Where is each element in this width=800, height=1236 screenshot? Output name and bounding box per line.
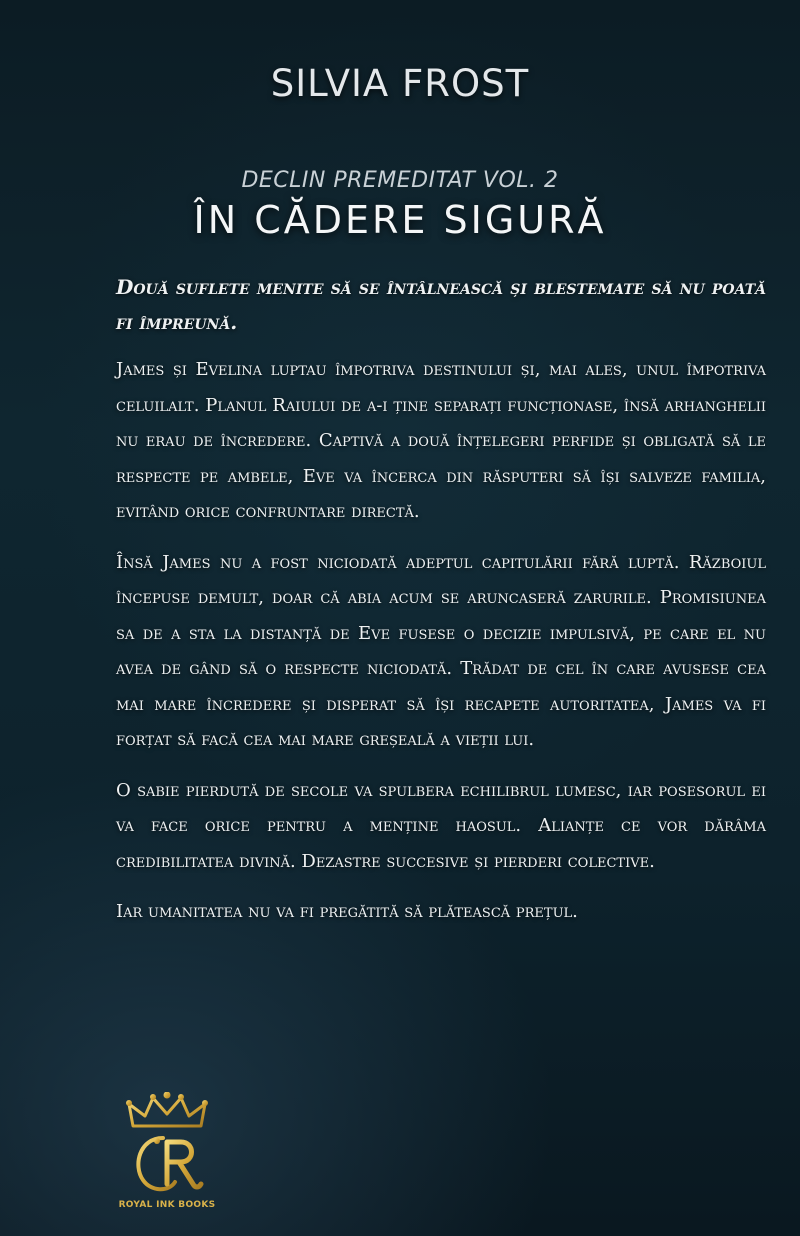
crown-r-logo-icon	[112, 1092, 222, 1198]
publisher-logo	[112, 1092, 222, 1210]
blurb-paragraph-3: O sabie pierdută de secole va spulbera echilibrul lumesc, iar posesorul ei va face orice pentru a menține haosul. Alianțe ce vor dărâma credibilitatea divină. Dezastre succesive și pierderi colective.	[116, 779, 766, 872]
author-name: SILVIA FROST	[270, 62, 530, 105]
publisher-name: ROYAL INK BOOKS	[118, 1200, 216, 1210]
blurb	[116, 270, 766, 945]
series-name: DECLIN PREMEDITAT VOL. 2	[241, 168, 559, 193]
blurb-paragraph-1: James și Evelina luptau împotriva destinului și, mai ales, unul împotriva celuilalt. Planul Raiului de a-i ține separați funcționase, însă arhanghelii nu erau de încredere. Captivă a două înțelegeri perfide și obligată să le respecte pe ambele, Eve va încerca din răsputeri să își salveze familia, evitând orice confruntare directă.	[116, 359, 766, 522]
blurb-paragraph-2: Însă James nu a fost niciodată adeptul capitulării fără luptă. Războiul începuse demult, doar că abia acum se aruncaseră zarurile. Promisiunea sa de a sta la distanță de Eve fusese o decizie impulsivă, pe care el nu avea de gând să o respecte niciodată. Trădat de cel în care avusese cea mai mare încredere și disperat să își recapete autoritatea, James va fi forțat să facă cea mai mare greșeală a vieții lui.	[116, 551, 766, 750]
tagline: Două suflete menite să se întâlnească și blestemate să nu poată fi împreună.	[116, 275, 766, 334]
book-title: ÎN CĂDERE SIGURĂ	[193, 198, 607, 242]
blurb-paragraph-4: Iar umanitatea nu va fi pregătită să plătească prețul.	[116, 901, 578, 922]
